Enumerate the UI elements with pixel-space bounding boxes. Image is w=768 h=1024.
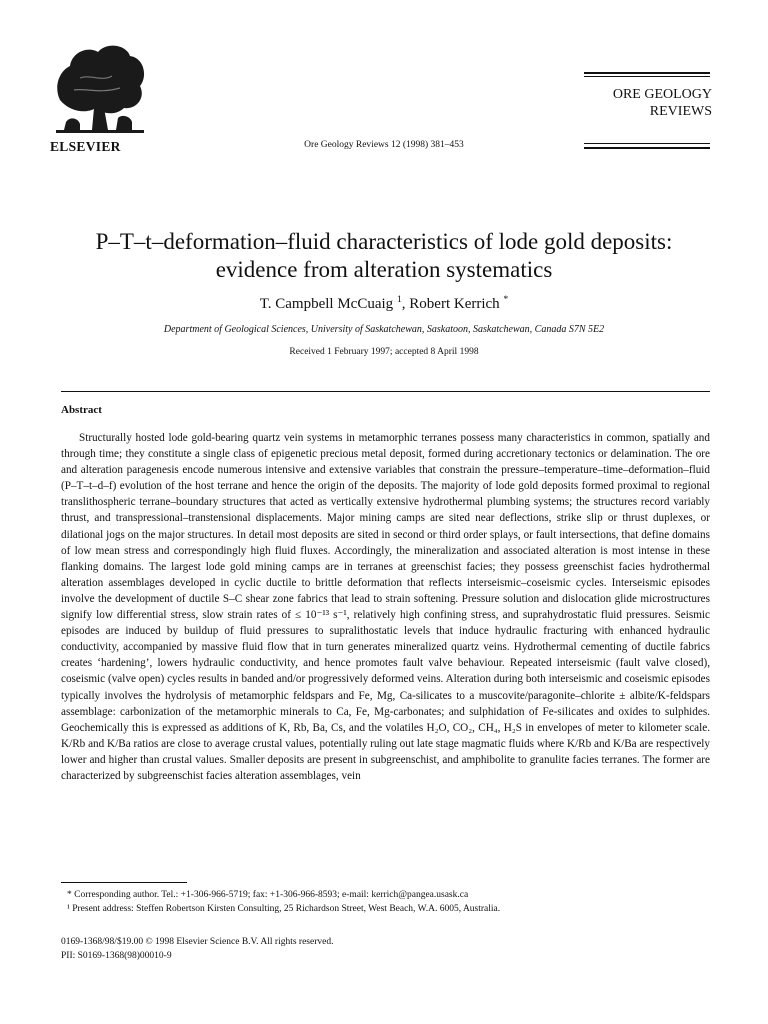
article-title-line2: evidence from alteration systematics [215,257,553,282]
journal-title-line1: ORE GEOLOGY [612,87,712,102]
author-name: T. Campbell McCuaig [259,296,394,312]
author-footnote-mark: 1 [396,294,402,305]
header-rule-top-2 [584,76,710,77]
header-rule-bottom-1 [584,143,710,144]
abstract-heading: Abstract [61,404,102,416]
article-title-line1: P–T–t–deformation–fluid characteristics of lode gold deposits: [95,229,673,254]
footnote-corresponding-author: * Corresponding author. Tel.: +1-306-966-5719; fax: +1-306-966-8593; e-mail: kerrich@pangea.usask.ca [67,890,469,900]
publisher-name: ELSEVIER [50,139,121,154]
author-footnote-mark: * [503,294,509,305]
received-dates: Received 1 February 1997; accepted 8 April 1998 [289,347,479,357]
footnote-rule [61,882,187,883]
abstract-top-rule [61,391,710,392]
copyright-block [61,936,333,963]
article-title [60,228,708,284]
pii-line: PII: S0169-1368(98)00010-9 [61,950,172,961]
copyright-line: 0169-1368/98/$19.00 © 1998 Elsevier Science B.V. All rights reserved. [61,937,334,947]
author-affiliation: Department of Geological Sciences, University of Saskatchewan, Saskatoon, Saskatchewan, Canada S7N 5E2 [163,324,605,335]
header-rule-bottom-2 [584,147,710,149]
footnotes [61,888,710,916]
author-name: Robert Kerrich [409,296,500,312]
journal-title-line2: REVIEWS [649,104,712,119]
header-rule-top-1 [584,72,710,74]
author-list: T. Campbell McCuaig $^1$, Robert Kerrich * [259,294,509,312]
journal-title [580,86,712,120]
abstract-body: Structurally hosted lode gold-bearing quartz vein systems in metamorphic terranes possess many characteristics in common, spatially and through time; they constitute a single class of epigenetic precious metal deposit, formed during accretionary tectonics or delamination. The ore and alteration paragenesis encode numerous intensive and extensive variables that constrain the pressure–temperature–time–deformation–fluid (P–T–t–d–f) evolution of the host terrane and hence the origin of the deposits. The majority of lode gold deposits formed proximal to regional translithospheric terrane–boundary structures that acted as vertically extensive hydrothermal plumbing systems; the structures record variably thrust, and transpressional–transtensional displacements. Major mining camps are sited near deflections, strike slip or thrust duplexes, or dilational jogs on the major structures. In detail most deposits are sited in second or third order splays, or fault intersections, that define domains of low mean stress and correspondingly high fluid fluxes. Accordingly, the mineralization and associated alteration is most intense in these flanking domains. The largest lode gold mining camps are in terranes at greenschist facies; they possess greenschist facies hydrothermal alteration assemblages developed in cyclic ductile to brittle deformation that reflects interseismic–coseismic cycles. Interseismic episodes involve the development of ductile S–C shear zone fabrics that lead to strain softening. Pressure solution and dislocation glide microstructures signify low differential stress, slow strain rates of ≤ 10⁻¹³ s⁻¹, relatively high confining stress, and suprahydrostatic fluid pressures. Seismic episodes are induced by buildup of fluid pressures to supralithostatic levels that induce hydraulic fracturing with enhanced hydraulic conductivity, accompanied by massive fluid flow that in turn generates mineralized quartz veins. Hydrothermal cementing of ductile fabrics creates ‘hardening’, lowers hydraulic conductivity, and hence promotes fault valve behaviour. Repeated interseismic (fault valve closed), coseismic (valve open) cycles results in banded and/or progressively deformed veins. Alteration during both interseismic and coseismic episodes typically involves the hydrolysis of metamorphic feldspars and Fe, Mg, Ca-silicates to a muscovite/paragonite–chlorite ± albite/K-feldspars assemblage: carbonization of the metamorphic minerals to Ca, Fe, Mg-carbonates; and sulphidation of Fe-silicates and oxides to sulphides. Geochemically this is expressed as additions of K, Rb, Ba, Cs, and the volatiles H₂O, CO₂, CH₄, H₂S in envelopes of meter to kilometer scale. K/Rb and K/Ba ratios are close to average crustal values, potentially ruling out late stage magmatic fluids where K/Rb and K/Ba are respectively lower and higher than crustal values. Smaller deposits are present in subgreenschist, and amphibolite to granulite facies terranes. The former are characterized by subgreenschist facies alteration assemblages, vein [61,432,710,782]
footnote-present-address: ¹ Present address: Steffen Robertson Kirsten Consulting, 25 Richardson Street, West Beach, W.A. 6005, Australia. [67,904,501,914]
elsevier-tree-logo [50,38,150,138]
journal-citation: Ore Geology Reviews 12 (1998) 381–453 [304,140,464,150]
